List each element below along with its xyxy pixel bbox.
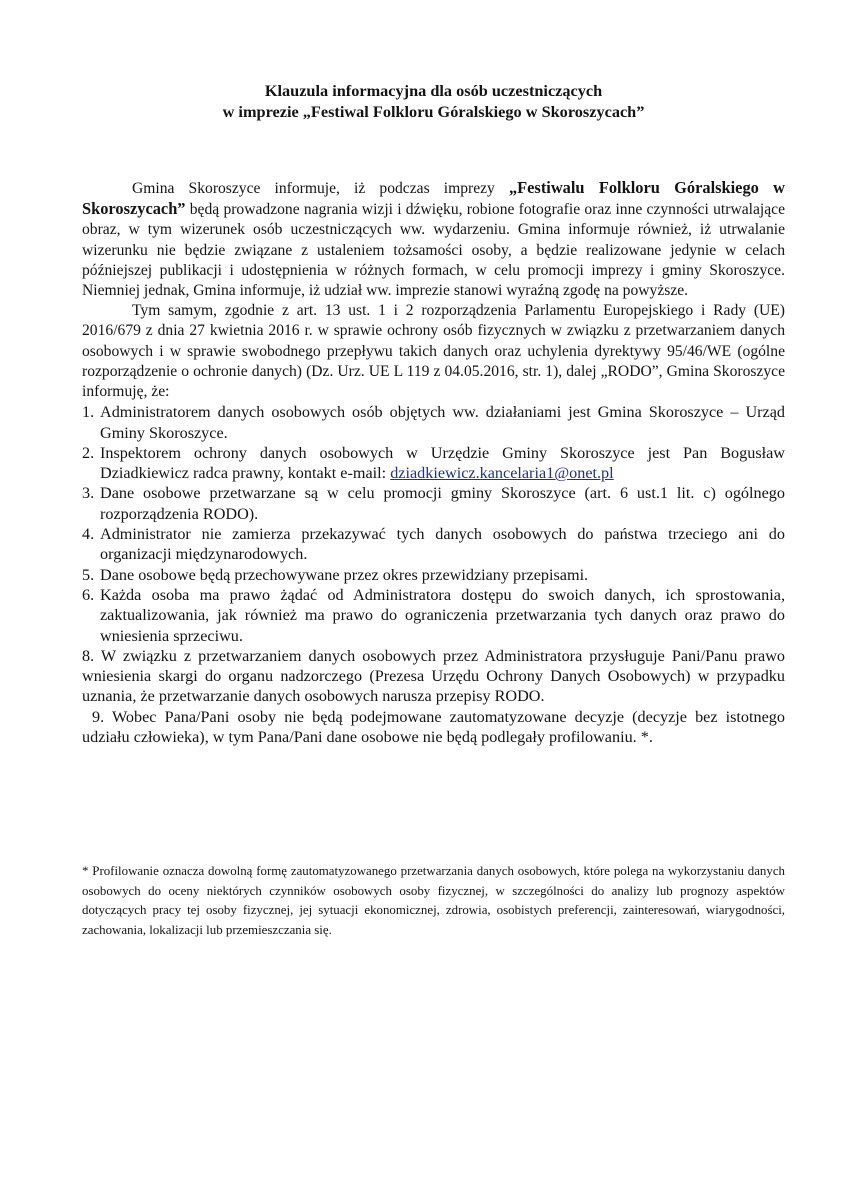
item-8-paragraph: 8. W związku z przetwarzaniem danych osobowych przez Administratora przysługuje Pani/Panu prawo wniesienia skargi do organu nadzorczego (Prezesa Urzędu Ochrony Danych Osobowych) w przypadku uznania, że przetwarzanie danych osobowych narusza przepisy RODO. (82, 646, 785, 706)
list-number: 5. (82, 565, 95, 584)
list-number: 3. (82, 484, 95, 503)
list-item (82, 443, 785, 484)
list-number: 1. (82, 403, 95, 422)
intro-paragraph-2: Tym samym, zgodnie z art. 13 ust. 1 i 2 rozporządzenia Parlamentu Europejskiego i Rady (UE) 2016/679 z dnia 27 kwietnia 2016 r. w sprawie ochrony osób fizycznych w związku z przetwarzaniem danych osobowych i w sprawie swobodnego przepływu takich danych oraz uchylenia dyrektywy 95/46/WE (ogólne rozporządzenie o ochronie danych) (Dz. Urz. UE L 119 z 04.05.2016, str. 1), dalej „RODO”, Gmina Skoroszyce informuję, że: (82, 302, 785, 401)
list-item (82, 402, 785, 443)
email-link[interactable]: dziadkiewicz.kancelaria1@onet.pl (390, 464, 614, 483)
list-item (82, 565, 785, 585)
list-item-text: Każda osoba ma prawo żądać od Administratora dostępu do swoich danych, ich sprostowania, zaktualizowania, jak również ma prawo do ograniczenia przetwarzania tych danych oraz prawo do wniesienia sprzeciwu. (100, 585, 785, 645)
list-item-text: Inspektorem ochrony danych osobowych w Urzędzie Gminy Skoroszyce jest Pan Bogusław Dziadkiewicz radca prawny, kontakt e-mail: (100, 443, 785, 483)
list-item (82, 524, 785, 565)
intro-paragraph-1 (82, 178, 785, 301)
list-item-text: Dane osobowe przetwarzane są w celu promocji gminy Skoroszyce (art. 6 ust.1 lit. c) ogólnego rozporządzenia RODO). (100, 484, 785, 523)
list-number: 2. (82, 443, 95, 462)
list-number: 4. (82, 525, 95, 544)
footnote: * Profilowanie oznacza dowolną formę zautomatyzowanego przetwarzania danych osobowych, które polega na wykorzystaniu danych osobowych do oceny niektórych czynników osobowych osoby fizycznej, w szczególności do analizy lub prognozy aspektów dotyczących pracy tej osoby fizycznej, jej sytuacji ekonomicznej, zdrowia, osobistych preferencji, zainteresowań, wiarygodności, zachowania, lokalizacji lub przemieszczania się. (82, 864, 785, 937)
document-body (82, 178, 785, 747)
item-9-paragraph: 9. Wobec Pana/Pani osoby nie będą podejmowane zautomatyzowane decyzje (decyzje bez istotnego udziału człowieka), w tym Pana/Pani dane osobowe nie będą podlegały profilowaniu. *. (82, 707, 785, 746)
list-number: 6. (82, 585, 95, 604)
list-item (82, 483, 785, 524)
list-item (82, 585, 785, 646)
list-item-text: Administrator nie zamierza przekazywać tych danych osobowych do państwa trzeciego ani do organizacji międzynarodowych. (100, 525, 785, 564)
intro-text: Gmina Skoroszyce informuje, iż podczas imprezy (132, 180, 509, 197)
intro-text-continued: będą prowadzone nagrania wizji i dźwięku, robione fotografie oraz inne czynności utrwalające obraz, w tym wizerunek osób uczestniczących ww. wydarzeniu. Gmina informuje również, iż utrwalanie wizerunku nie będzie związane z ustaleniem tożsamości osoby, a będzie realizowane jedynie w celach późniejszej publikacji i udostępnienia w różnych formach, w celu promocji imprezy i gminy Skoroszyce. Niemniej jednak, Gmina informuje, iż udział ww. imprezie stanowi wyraźną zgodę na powyższe. (82, 201, 785, 300)
title-line-2: w imprezie „Festiwal Folkloru Góralskiego w Skoroszycach” (222, 102, 645, 121)
event-name-bold: „Festiwalu Folkloru Góralskiego w Skoroszycach” (82, 178, 785, 219)
title-line-1: Klauzula informacyjna dla osób uczestniczących (264, 81, 603, 100)
information-list (82, 402, 785, 646)
document-title (82, 80, 785, 122)
list-item-text: Dane osobowe będą przechowywane przez okres przewidziany przepisami. (100, 565, 589, 584)
list-item-text: Administratorem danych osobowych osób objętych ww. działaniami jest Gmina Skoroszyce – Urząd Gminy Skoroszyce. (100, 403, 785, 442)
